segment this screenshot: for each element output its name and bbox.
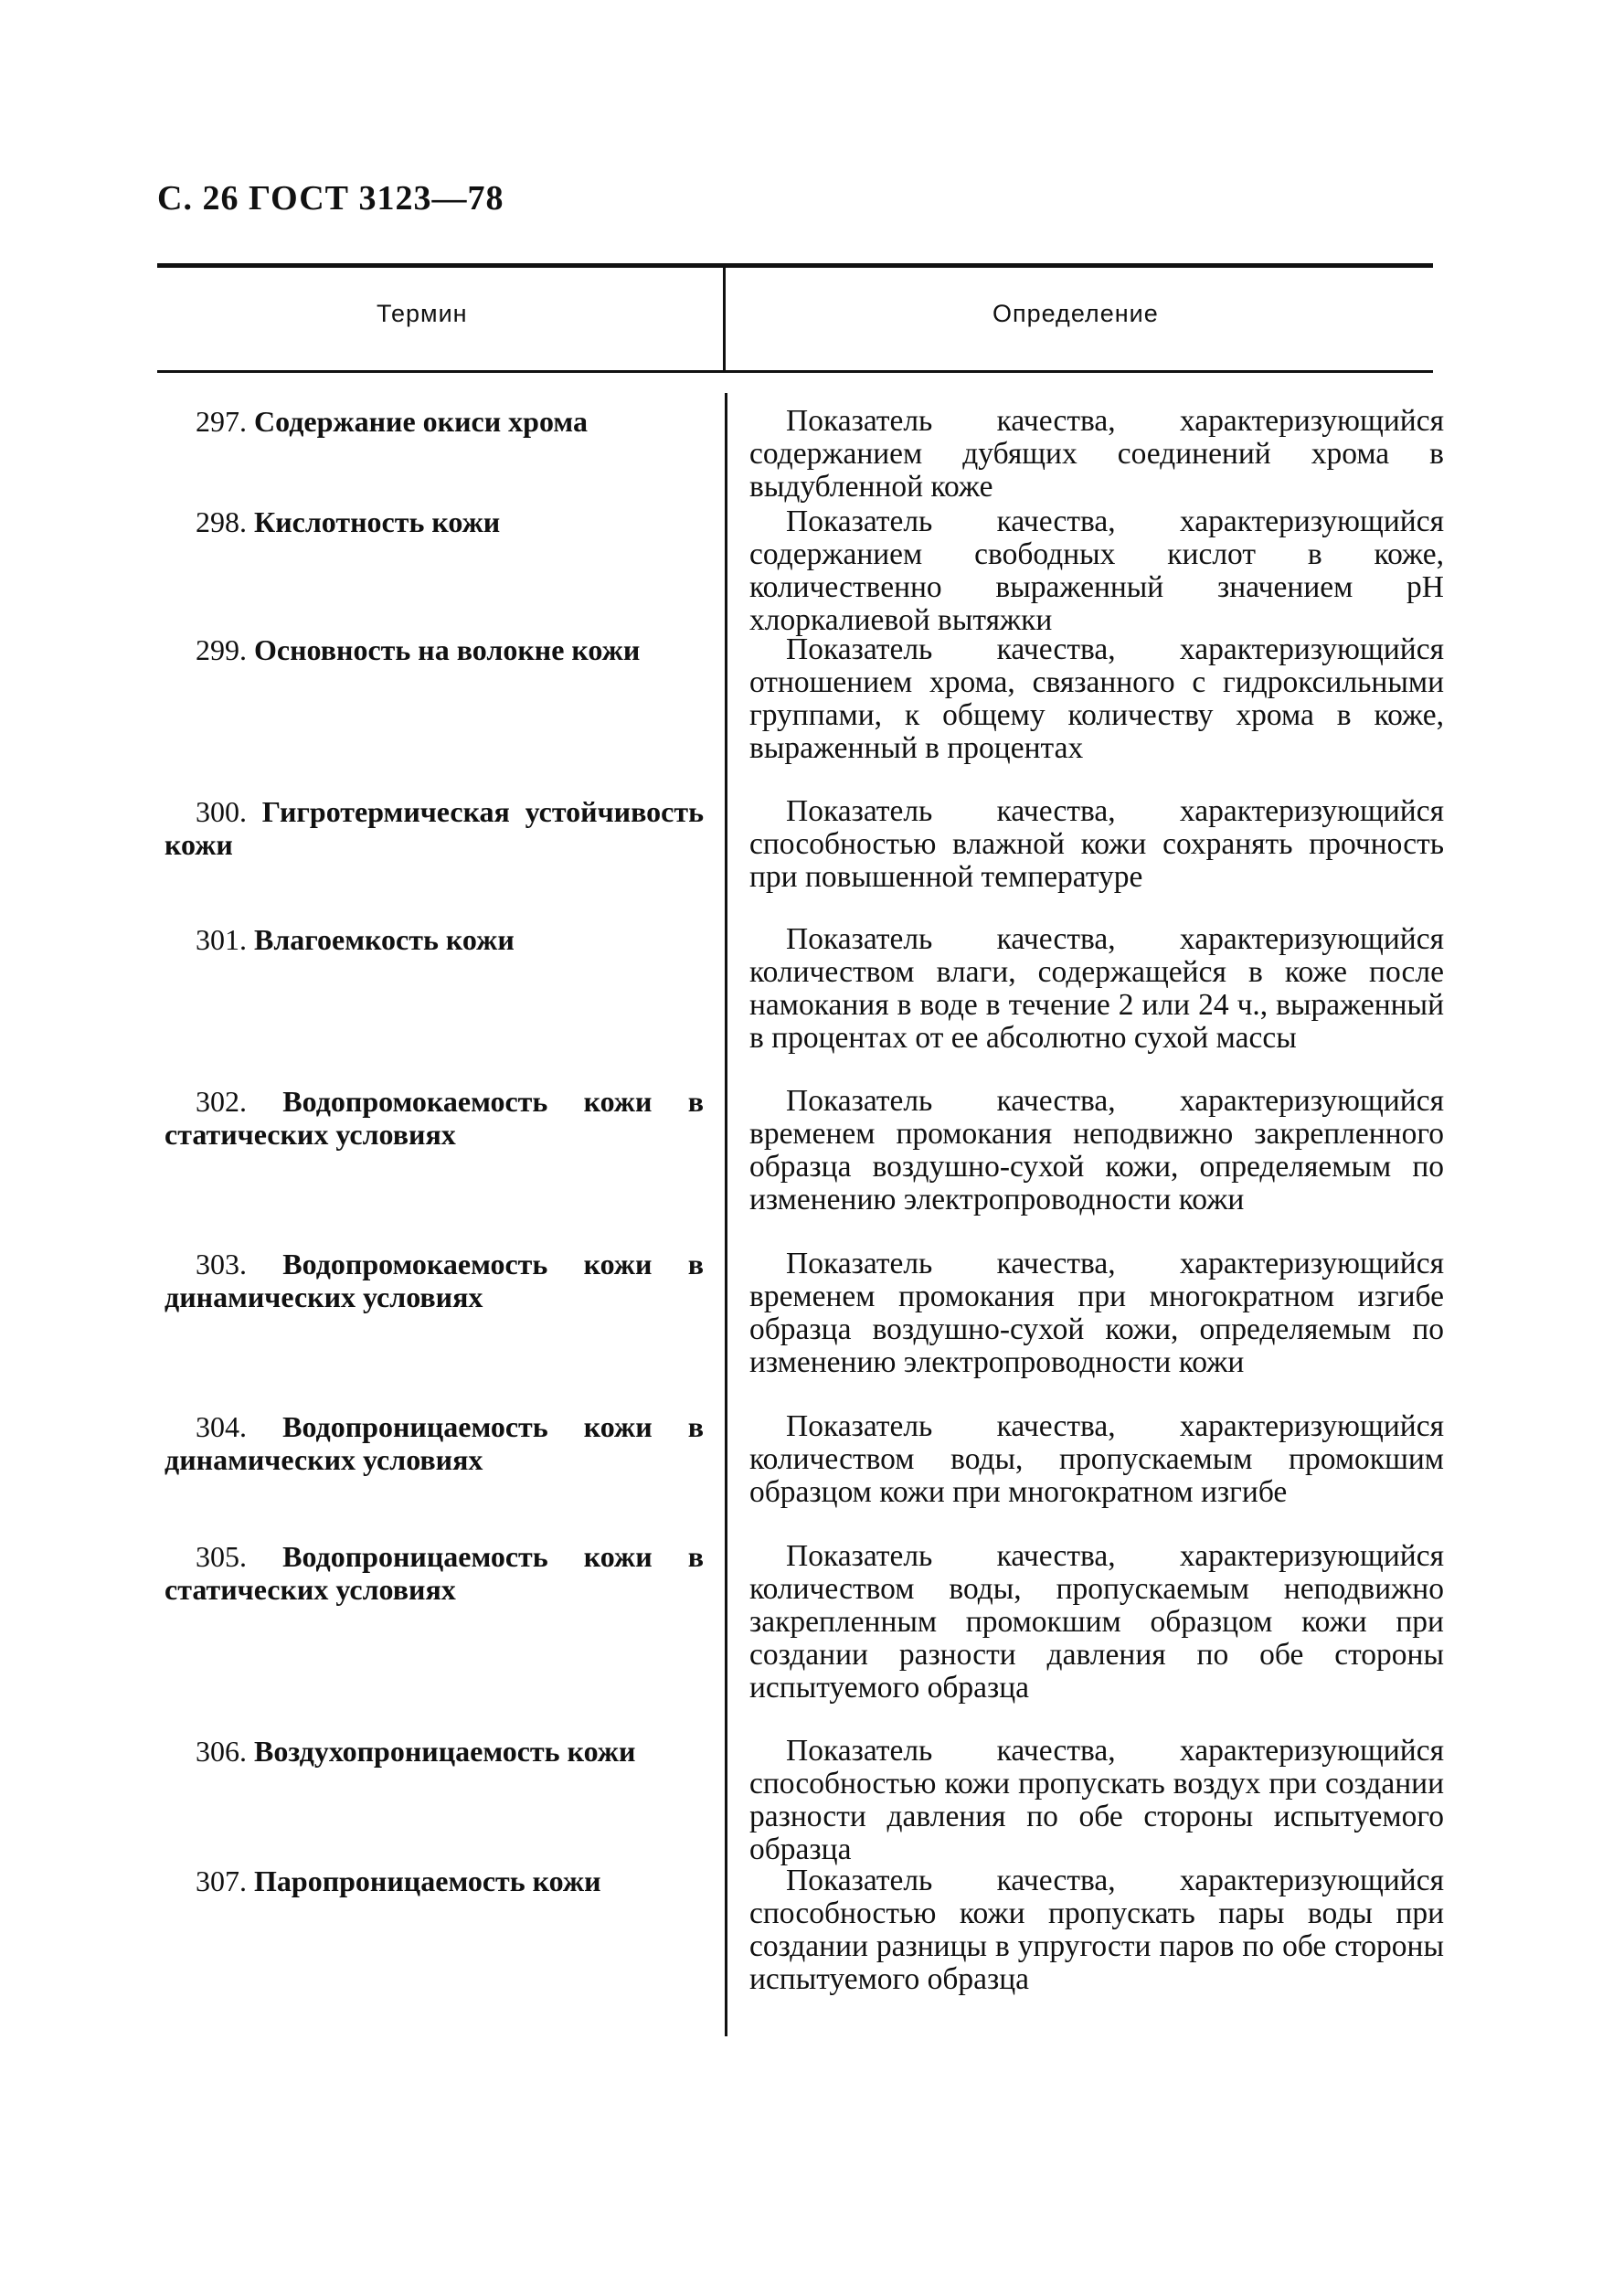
term bbox=[165, 1540, 704, 1606]
term-name: Основность на волокне кожи bbox=[254, 633, 641, 666]
definition: Показатель качества, характеризующийся способностью влажной кожи сохранять прочность при повышенной температуре bbox=[749, 794, 1444, 894]
term-name: Влагоемкость кожи bbox=[254, 923, 515, 956]
body-column-divider bbox=[725, 393, 727, 2036]
term bbox=[165, 1248, 704, 1313]
definition: Показатель качества, характеризующийся количеством воды, пропускаемым промокшим образцом кожи при многократном изгибе bbox=[749, 1409, 1444, 1509]
definition: Показатель качества, характеризующийся временем промокания неподвижно закрепленного образца воздушно-сухой кожи, определяемым по изменению электропроводности кожи bbox=[749, 1084, 1444, 1216]
term bbox=[165, 633, 704, 666]
term-number: 304. bbox=[196, 1410, 247, 1443]
definition: Показатель качества, характеризующийся способностью кожи пропускать пары воды при создании разницы в упругости паров по обе стороны испытуемого образца bbox=[749, 1864, 1444, 1996]
term bbox=[165, 923, 704, 956]
term-number: 306. bbox=[196, 1735, 247, 1768]
term-number: 302. bbox=[196, 1085, 247, 1118]
term-number: 299. bbox=[196, 633, 247, 666]
term-number: 298. bbox=[196, 505, 247, 538]
term bbox=[165, 795, 704, 861]
term-name: Водопроницаемость кожи в динамических условиях bbox=[165, 1410, 704, 1476]
term-name: Паропроницаемость кожи bbox=[254, 1864, 601, 1897]
definition: Показатель качества, характеризующийся содержанием дубящих соединений хрома в выдубленной коже bbox=[749, 404, 1444, 504]
term bbox=[165, 1864, 704, 1897]
term-name: Гигротермическая устойчивость кожи bbox=[165, 795, 704, 861]
term-name: Воздухопроницаемость кожи bbox=[254, 1735, 636, 1768]
term bbox=[165, 505, 704, 538]
definition: Показатель качества, характеризующийся количеством влаги, содержащейся в коже после намокания в воде в течение 2 или 24 ч., выраженный в процентах от ее абсолютно сухой массы bbox=[749, 922, 1444, 1055]
term-name: Водопромокаемость кожи в динамических условиях bbox=[165, 1248, 705, 1313]
term-number: 307. bbox=[196, 1864, 247, 1897]
term bbox=[165, 1735, 704, 1768]
definition: Показатель качества, характеризующийся содержанием свободных кислот в коже, количественно выраженный значением pH хлоркалиевой вытяжки bbox=[749, 505, 1444, 637]
definition: Показатель качества, характеризующийся способностью кожи пропускать воздух при создании разности давления по обе стороны испытуемого образца bbox=[749, 1734, 1444, 1866]
term-name: Содержание окиси хрома bbox=[254, 405, 588, 438]
term bbox=[165, 1085, 704, 1151]
term bbox=[165, 1410, 704, 1476]
page-header: С. 26 ГОСТ 3123—78 bbox=[157, 179, 504, 218]
term-number: 300. bbox=[196, 795, 247, 828]
definition: Показатель качества, характеризующийся количеством воды, пропускаемым неподвижно закрепленным промокшим образцом кожи при создании разности давления по обе стороны испытуемого образца bbox=[749, 1539, 1444, 1705]
term-name: Кислотность кожи bbox=[254, 505, 501, 538]
term bbox=[165, 405, 704, 438]
term-number: 297. bbox=[196, 405, 247, 438]
definition: Показатель качества, характеризующийся отношением хрома, связанного с гидроксильными группами, к общему количеству хрома в коже, выраженный в процентах bbox=[749, 632, 1444, 765]
header-column-divider bbox=[723, 268, 726, 370]
term-number: 305. bbox=[196, 1540, 247, 1573]
term-number: 301. bbox=[196, 923, 247, 956]
table-top-rule bbox=[157, 263, 1433, 268]
term-name: Водопроницаемость кожи в статических условиях bbox=[165, 1540, 704, 1606]
column-header-term: Термин bbox=[377, 300, 468, 327]
term-name: Водопромокаемость кожи в статических условиях bbox=[165, 1085, 705, 1151]
table-header-rule bbox=[157, 370, 1433, 373]
term-number: 303. bbox=[196, 1248, 247, 1280]
definition: Показатель качества, характеризующийся временем промокания при многократном изгибе образца воздушно-сухой кожи, определяемым по изменению электропроводности кожи bbox=[749, 1247, 1444, 1379]
column-header-definition: Определение bbox=[992, 300, 1159, 327]
